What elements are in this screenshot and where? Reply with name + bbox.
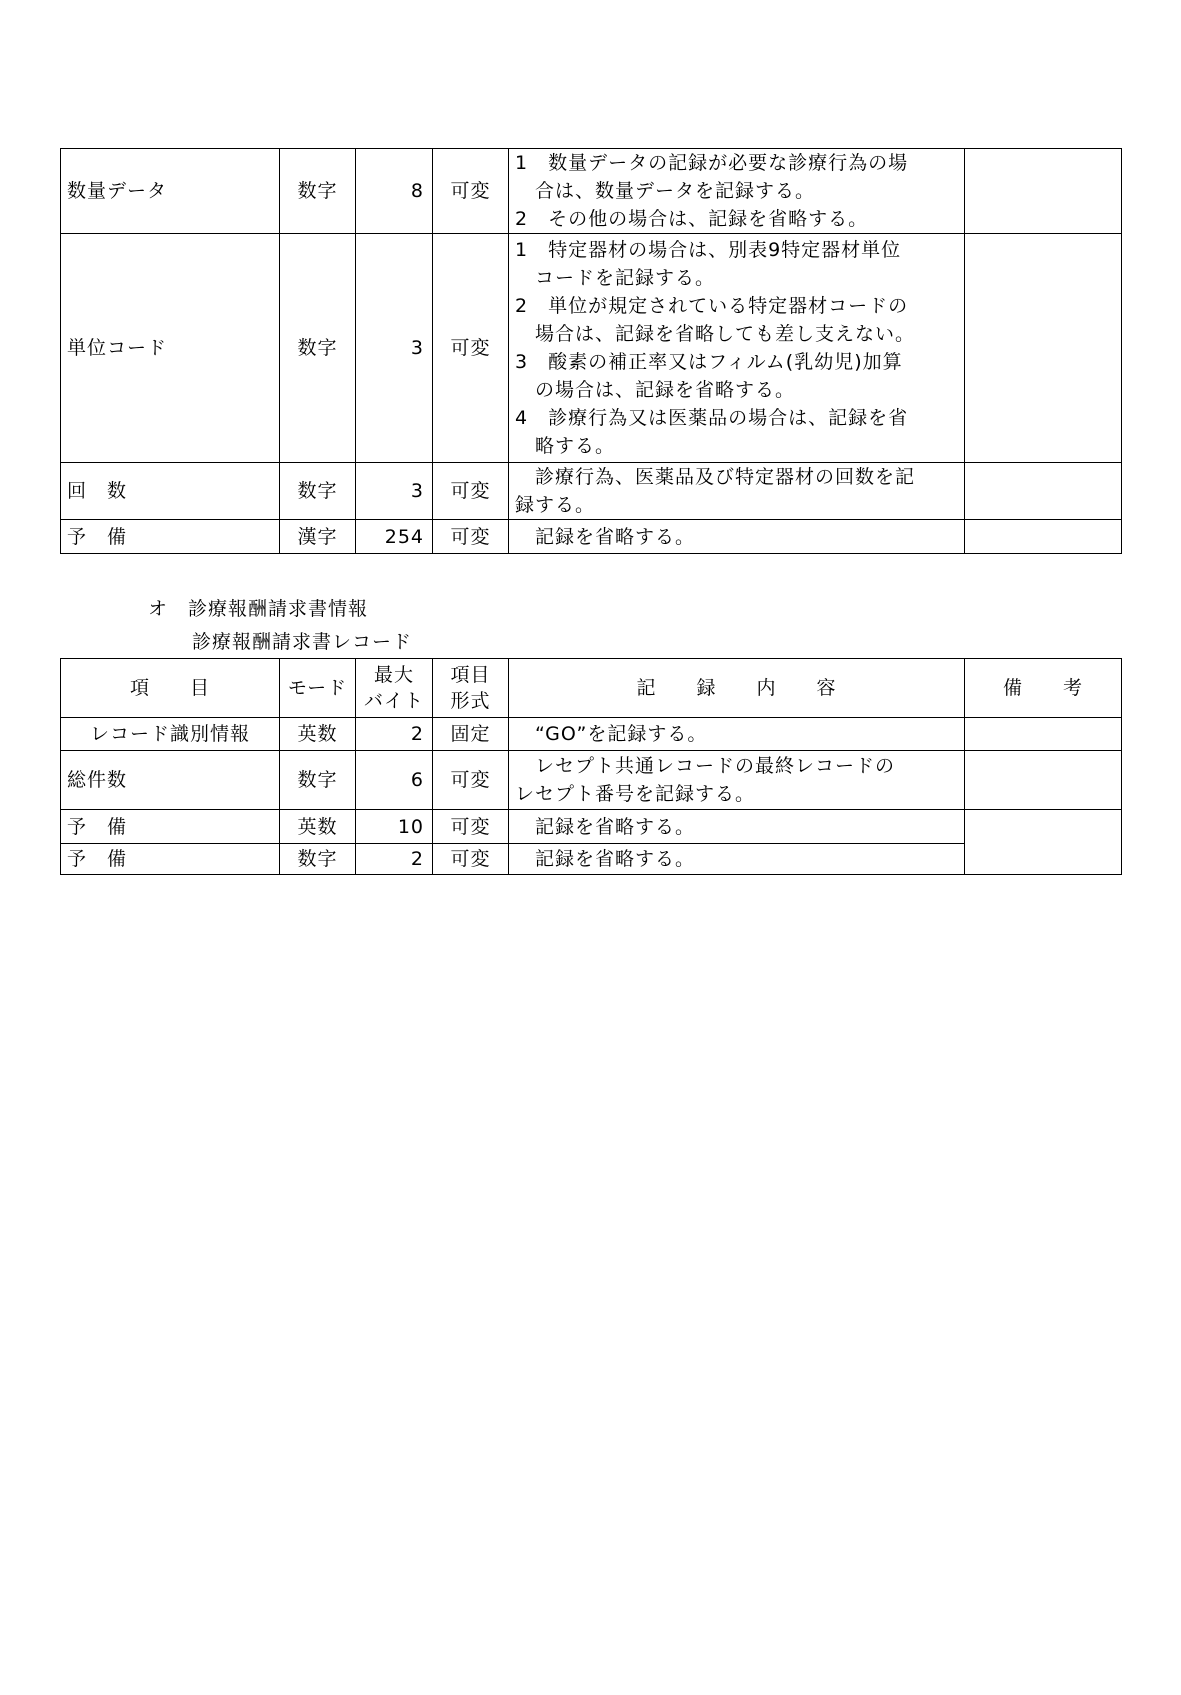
- content-cell: [509, 718, 965, 751]
- item-cell: 総件数: [61, 751, 280, 810]
- note-cell: [965, 718, 1122, 751]
- item-cell: 数量データ: [61, 149, 280, 234]
- format-cell: 可変: [433, 520, 509, 554]
- bytes-cell: 8: [356, 149, 433, 234]
- header-format-line: 形式: [450, 690, 491, 712]
- header-bytes-line: 最大: [373, 664, 414, 686]
- content-line: 診療行為、医薬品及び特定器材の回数を記: [515, 466, 916, 488]
- item-cell: 予 備: [61, 810, 280, 844]
- content-cell: [509, 751, 965, 810]
- format-cell: 可変: [433, 234, 509, 463]
- bytes-cell: 3: [356, 463, 433, 520]
- content-cell: [509, 149, 965, 234]
- header-note: 備 考: [965, 659, 1122, 718]
- mode-cell: 英数: [280, 718, 356, 751]
- content-line: 場合は、記録を省略しても差し支えない。: [515, 323, 916, 345]
- mode-cell: 数字: [280, 751, 356, 810]
- header-format: [433, 659, 509, 718]
- content-line: 1 数量データの記録が必要な診療行為の場: [515, 152, 909, 174]
- mode-cell: 数字: [280, 149, 356, 234]
- content-line: 3 酸素の補正率又はフィルム(乳幼児)加算: [515, 351, 903, 373]
- format-cell: 可変: [433, 751, 509, 810]
- note-cell: [965, 810, 1122, 875]
- content-line: 合は、数量データを記録する。: [515, 180, 816, 202]
- bytes-cell: 2: [356, 844, 433, 875]
- note-cell: [965, 234, 1122, 463]
- note-cell: [965, 520, 1122, 554]
- table-header-row: [61, 659, 1122, 718]
- table-row: [61, 520, 1122, 554]
- header-content: 記 録 内 容: [509, 659, 965, 718]
- item-cell: 予 備: [61, 520, 280, 554]
- table-row: [61, 844, 1122, 875]
- header-bytes-line: バイト: [363, 690, 424, 712]
- mode-cell: 漢字: [280, 520, 356, 554]
- content-cell: [509, 520, 965, 554]
- content-line: 略する。: [515, 435, 616, 457]
- bytes-cell: 6: [356, 751, 433, 810]
- content-cell: [509, 810, 965, 844]
- table-row: [61, 718, 1122, 751]
- item-cell: 予 備: [61, 844, 280, 875]
- header-format-line: 項目: [450, 664, 491, 686]
- bytes-cell: 10: [356, 810, 433, 844]
- format-cell: 可変: [433, 463, 509, 520]
- header-mode: モード: [280, 659, 356, 718]
- content-line: 記録を省略する。: [515, 525, 696, 548]
- content-line: 記録を省略する。: [515, 848, 696, 870]
- format-cell: 可変: [433, 810, 509, 844]
- content-line: 記録を省略する。: [515, 815, 696, 838]
- item-cell: 単位コード: [61, 234, 280, 463]
- content-line: “GO”を記録する。: [515, 723, 708, 745]
- note-cell: [965, 463, 1122, 520]
- bytes-cell: 2: [356, 718, 433, 751]
- content-line: 1 特定器材の場合は、別表9特定器材単位: [515, 239, 902, 261]
- section-subheading: 診療報酬請求書レコード: [192, 631, 413, 653]
- format-cell: 可変: [433, 844, 509, 875]
- content-cell: [509, 844, 965, 875]
- table-row: [61, 751, 1122, 810]
- invoice-record-table: [60, 658, 1122, 875]
- content-line: 4 診療行為又は医薬品の場合は、記録を省: [515, 407, 909, 429]
- header-item: 項 目: [61, 659, 280, 718]
- record-table-top: [60, 148, 1122, 554]
- format-cell: 可変: [433, 149, 509, 234]
- note-cell: [965, 149, 1122, 234]
- note-cell: [965, 751, 1122, 810]
- content-line: コードを記録する。: [515, 267, 716, 289]
- content-line: の場合は、記録を省略する。: [515, 379, 796, 401]
- content-line: 録する。: [515, 494, 596, 516]
- mode-cell: 数字: [280, 463, 356, 520]
- item-cell: レコード識別情報: [61, 718, 280, 751]
- section-heading: オ 診療報酬請求書情報: [148, 598, 369, 620]
- content-line: レセプト番号を記録する。: [515, 783, 756, 805]
- content-line: 2 その他の場合は、記録を省略する。: [515, 208, 869, 230]
- mode-cell: 数字: [280, 844, 356, 875]
- content-cell: [509, 463, 965, 520]
- table-row: [61, 234, 1122, 463]
- bytes-cell: 254: [356, 520, 433, 554]
- item-cell: 回 数: [61, 463, 280, 520]
- content-cell: [509, 234, 965, 463]
- table-row: [61, 149, 1122, 234]
- table-row: [61, 463, 1122, 520]
- table-row: [61, 810, 1122, 844]
- content-line: 2 単位が規定されている特定器材コードの: [515, 295, 909, 317]
- mode-cell: 数字: [280, 234, 356, 463]
- bytes-cell: 3: [356, 234, 433, 463]
- format-cell: 固定: [433, 718, 509, 751]
- mode-cell: 英数: [280, 810, 356, 844]
- header-bytes: [356, 659, 433, 718]
- content-line: レセプト共通レコードの最終レコードの: [515, 755, 896, 777]
